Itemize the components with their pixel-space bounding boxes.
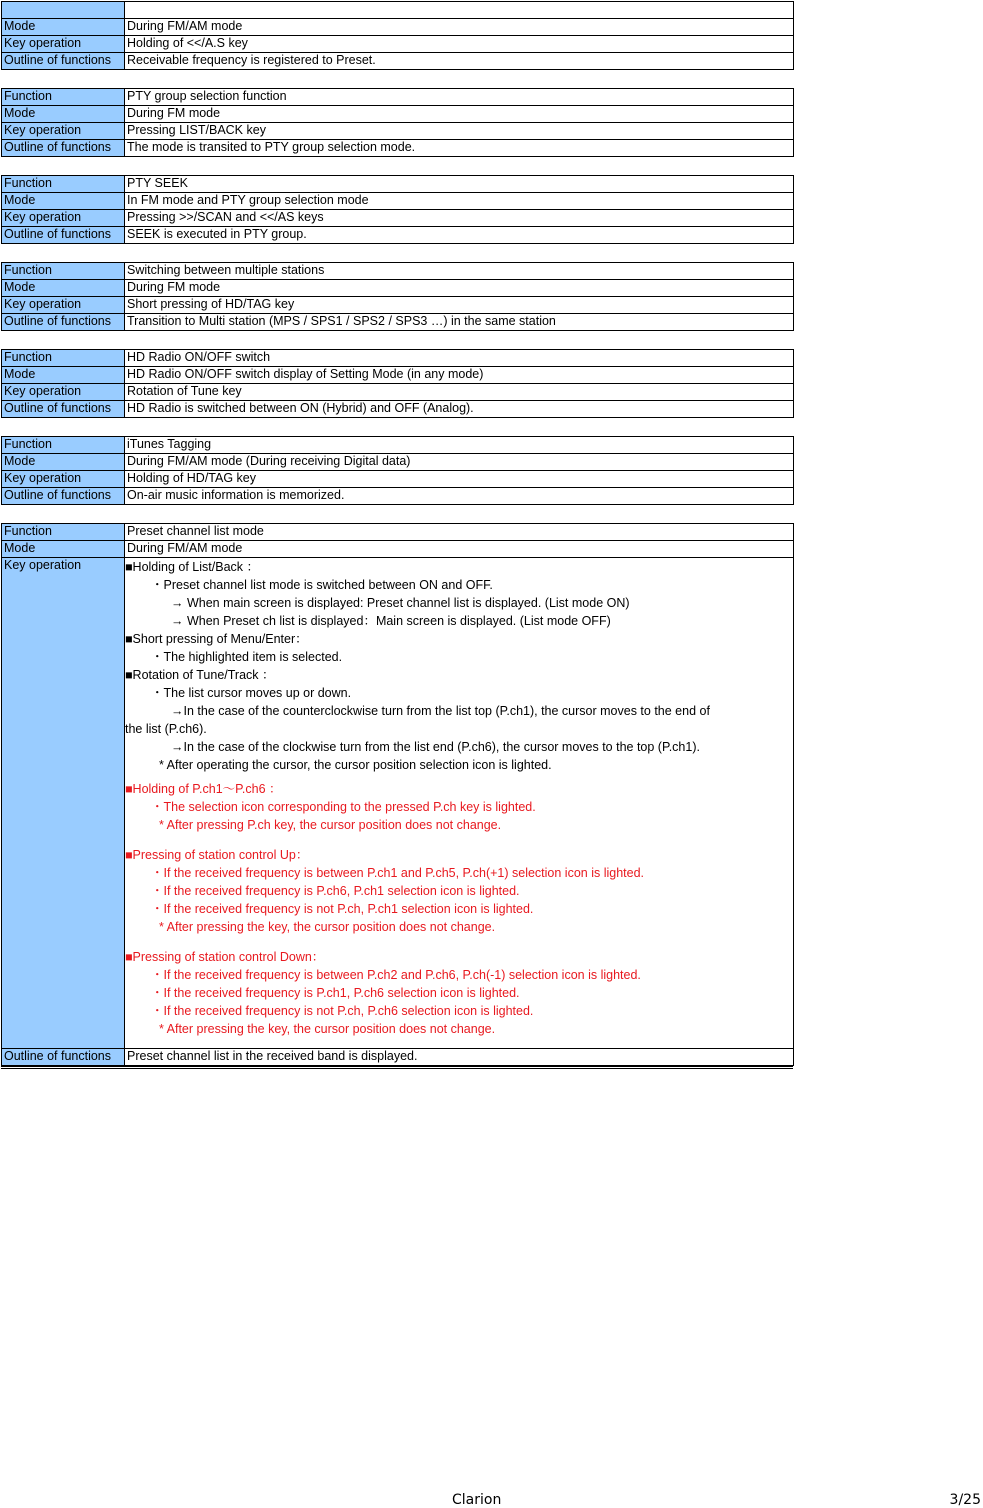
outline-label: Outline of functions <box>2 401 125 418</box>
detail-line: → When main screen is displayed: Preset channel list is displayed. (List mode ON) <box>171 596 630 610</box>
key-operation-label: Key operation <box>2 36 125 53</box>
table-bottom-rule <box>1 1066 793 1069</box>
detail-line: ■Holding of P.ch1～P.ch6 ： <box>125 782 282 796</box>
function-value: Preset channel list mode <box>125 524 794 541</box>
function-label: Function <box>2 437 125 454</box>
table-row <box>2 558 794 1049</box>
outline-label: Outline of functions <box>2 53 125 70</box>
table-row <box>2 2 794 19</box>
detail-line: ■Rotation of Tune/Track ： <box>125 668 275 682</box>
detail-line: ・The highlighted item is selected. <box>151 650 343 664</box>
detail-line: →In the case of the clockwise turn from the list end (P.ch6), the cursor moves to the top (P.ch1). <box>171 740 700 754</box>
table-row <box>2 123 794 140</box>
function-label: Function <box>2 350 125 367</box>
outline-value: Receivable frequency is registered to Preset. <box>125 53 794 70</box>
mode-label: Mode <box>2 367 125 384</box>
table-row <box>2 210 794 227</box>
detail-line: ・If the received frequency is not P.ch, P.ch1 selection icon is lighted. <box>151 902 534 916</box>
detail-line: * After pressing the key, the cursor position does not change. <box>159 920 496 934</box>
mode-value: In FM mode and PTY group selection mode <box>125 193 794 210</box>
spec-sheet <box>1 1 793 1069</box>
mode-value: During FM/AM mode <box>125 541 794 558</box>
detail-line: ・Preset channel list mode is switched between ON and OFF. <box>151 578 493 592</box>
table-row <box>2 263 794 280</box>
outline-label: Outline of functions <box>2 488 125 505</box>
detail-line: ・If the received frequency is between P.ch2 and P.ch6, P.ch(-1) selection icon is lighted. <box>151 968 641 982</box>
detail-line: ・If the received frequency is P.ch1, P.ch6 selection icon is lighted. <box>151 986 520 1000</box>
detail-line: the list (P.ch6). <box>125 722 207 736</box>
key-operation-label: Key operation <box>2 210 125 227</box>
detail-line: * After pressing the key, the cursor position does not change. <box>159 1022 496 1036</box>
table-row <box>2 384 794 401</box>
mode-value: During FM mode <box>125 280 794 297</box>
function-value: PTY SEEK <box>125 176 794 193</box>
key-operation-details <box>125 558 794 1049</box>
table-row <box>2 314 794 331</box>
key-operation-value: Pressing LIST/BACK key <box>125 123 794 140</box>
table-row <box>2 1049 794 1066</box>
table-row <box>2 401 794 418</box>
outline-label: Outline of functions <box>2 314 125 331</box>
detail-line: →In the case of the counterclockwise turn from the list top (P.ch1), the cursor moves to the end of <box>171 704 710 718</box>
spec-table-itunes-tagging <box>1 436 794 505</box>
table-row <box>2 53 794 70</box>
key-operation-value: Holding of <</A.S key <box>125 36 794 53</box>
key-operation-label: Key operation <box>2 123 125 140</box>
footer-page-number: 3/25 <box>949 1492 981 1508</box>
outline-value: Transition to Multi station (MPS / SPS1 / SPS2 / SPS3 …) in the same station <box>125 314 794 331</box>
header-blank-label <box>2 2 125 19</box>
function-value: Switching between multiple stations <box>125 263 794 280</box>
outline-value: The mode is transited to PTY group selection mode. <box>125 140 794 157</box>
outline-label: Outline of functions <box>2 227 125 244</box>
table-row <box>2 471 794 488</box>
detail-line: ・If the received frequency is between P.ch1 and P.ch5, P.ch(+1) selection icon is lighted. <box>151 866 645 880</box>
table-row <box>2 193 794 210</box>
function-label: Function <box>2 89 125 106</box>
function-label: Function <box>2 263 125 280</box>
table-row <box>2 280 794 297</box>
spec-table-pty-seek <box>1 175 794 244</box>
mode-label: Mode <box>2 454 125 471</box>
mode-value: During FM/AM mode (During receiving Digital data) <box>125 454 794 471</box>
detail-line: * After pressing P.ch key, the cursor position does not change. <box>159 818 502 832</box>
key-operation-label: Key operation <box>2 297 125 314</box>
table-row <box>2 524 794 541</box>
key-operation-label: Key operation <box>2 471 125 488</box>
key-operation-value: Rotation of Tune key <box>125 384 794 401</box>
table-row <box>2 297 794 314</box>
table-row <box>2 106 794 123</box>
function-label: Function <box>2 524 125 541</box>
table-row <box>2 437 794 454</box>
spec-table-preset-register <box>1 1 794 70</box>
spec-table-multi-station <box>1 262 794 331</box>
table-row <box>2 488 794 505</box>
table-row <box>2 350 794 367</box>
key-operation-value: Holding of HD/TAG key <box>125 471 794 488</box>
outline-label: Outline of functions <box>2 140 125 157</box>
function-value: PTY group selection function <box>125 89 794 106</box>
detail-line: ・The list cursor moves up or down. <box>151 686 352 700</box>
outline-value: HD Radio is switched between ON (Hybrid) and OFF (Analog). <box>125 401 794 418</box>
function-value: HD Radio ON/OFF switch <box>125 350 794 367</box>
mode-label: Mode <box>2 19 125 36</box>
spec-table-pty-group <box>1 88 794 157</box>
detail-line: ■Short pressing of Menu/Enter： <box>125 632 308 646</box>
detail-line: → When Preset ch list is displayed：Main screen is displayed. (List mode OFF) <box>171 614 611 628</box>
spec-table-preset-list <box>1 523 794 1066</box>
table-row <box>2 541 794 558</box>
mode-value: During FM/AM mode <box>125 19 794 36</box>
mode-label: Mode <box>2 541 125 558</box>
detail-line: ・If the received frequency is P.ch6, P.ch1 selection icon is lighted. <box>151 884 520 898</box>
table-row <box>2 19 794 36</box>
table-row <box>2 227 794 244</box>
function-value: iTunes Tagging <box>125 437 794 454</box>
header-blank-value <box>125 2 794 19</box>
detail-line: * After operating the cursor, the cursor position selection icon is lighted. <box>159 758 552 772</box>
detail-line: ・The selection icon corresponding to the pressed P.ch key is lighted. <box>151 800 536 814</box>
table-row <box>2 36 794 53</box>
key-operation-label: Key operation <box>2 558 125 1049</box>
mode-label: Mode <box>2 280 125 297</box>
table-row <box>2 367 794 384</box>
mode-label: Mode <box>2 193 125 210</box>
outline-value: SEEK is executed in PTY group. <box>125 227 794 244</box>
key-operation-value: Short pressing of HD/TAG key <box>125 297 794 314</box>
table-row <box>2 176 794 193</box>
outline-value: On-air music information is memorized. <box>125 488 794 505</box>
key-operation-label: Key operation <box>2 384 125 401</box>
detail-line: ・If the received frequency is not P.ch, P.ch6 selection icon is lighted. <box>151 1004 534 1018</box>
key-operation-value: Pressing >>/SCAN and <</AS keys <box>125 210 794 227</box>
mode-value: During FM mode <box>125 106 794 123</box>
table-row <box>2 454 794 471</box>
detail-line: ■Pressing of station control Up： <box>125 848 309 862</box>
detail-line: ■Pressing of station control Down： <box>125 950 325 964</box>
function-label: Function <box>2 176 125 193</box>
outline-label: Outline of functions <box>2 1049 125 1066</box>
detail-line: ■Holding of List/Back ： <box>125 560 259 574</box>
mode-value: HD Radio ON/OFF switch display of Setting Mode (in any mode) <box>125 367 794 384</box>
mode-label: Mode <box>2 106 125 123</box>
outline-value: Preset channel list in the received band is displayed. <box>125 1049 794 1066</box>
table-row <box>2 89 794 106</box>
table-row <box>2 140 794 157</box>
footer-brand: Clarion <box>452 1492 502 1508</box>
spec-table-hd-radio <box>1 349 794 418</box>
